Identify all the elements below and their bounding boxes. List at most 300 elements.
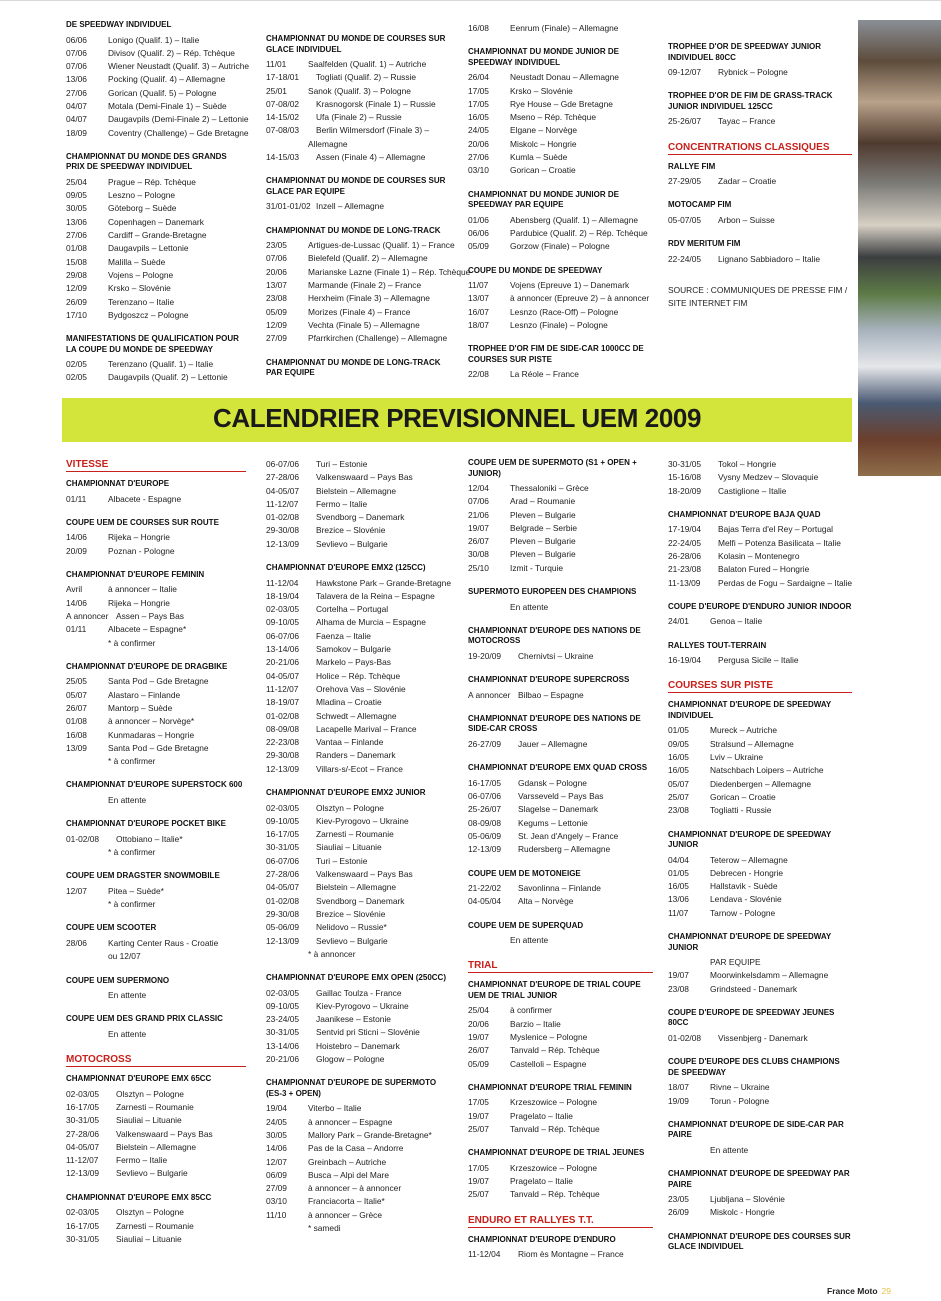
event-location: Pragelato – Italie bbox=[510, 1110, 573, 1121]
event-date: 01/11 bbox=[66, 493, 87, 504]
event-location: Bielstein – Allemagne bbox=[116, 1141, 197, 1152]
event-location: à annoncer – Italie bbox=[108, 584, 177, 595]
event-date: 30-31/05 bbox=[266, 1027, 300, 1038]
calendar-row bbox=[66, 296, 246, 309]
event-date: 25-26/07 bbox=[468, 804, 502, 815]
event-location: * à confirmer bbox=[108, 847, 156, 858]
calendar-row bbox=[266, 85, 454, 98]
calendar-row bbox=[66, 989, 246, 1002]
event-location: Motala (Demi-Finale 1) – Suède bbox=[108, 100, 227, 111]
event-date: 19/07 bbox=[468, 1110, 489, 1121]
event-date: 27/09 bbox=[266, 333, 287, 344]
event-location: Saalfelden (Qualif. 1) – Autriche bbox=[308, 59, 427, 69]
event-date: 17-18/01 bbox=[266, 72, 300, 83]
event-location: En attente bbox=[710, 1144, 749, 1155]
event-location: Santa Pod – Gde Bretagne bbox=[108, 742, 209, 753]
event-location: Alhama de Murcia – Espagne bbox=[316, 617, 426, 628]
event-date: 14-15/02 bbox=[266, 112, 300, 123]
calendar-row bbox=[668, 214, 852, 227]
event-date: 12/09 bbox=[266, 319, 287, 330]
event-date: 06/09 bbox=[266, 1169, 287, 1180]
event-date: 13/09 bbox=[66, 742, 87, 753]
event-date: 26-27/09 bbox=[468, 738, 502, 749]
event-title: COUPE UEM SUPERMONO bbox=[66, 975, 170, 985]
event-location: Villars-s/-Ecot – France bbox=[316, 763, 403, 774]
event-date: 12-13/09 bbox=[266, 538, 300, 549]
event-location: Brezice – Slovénie bbox=[316, 525, 386, 536]
event-date bbox=[66, 989, 108, 1002]
event-date: 03/10 bbox=[266, 1196, 287, 1207]
event-date: 23/08 bbox=[668, 983, 689, 994]
calendar-row bbox=[266, 683, 454, 696]
event-date: 16/05 bbox=[668, 881, 689, 892]
event-location: Grindsteed - Danemark bbox=[710, 983, 798, 994]
calendar-row bbox=[468, 164, 653, 177]
calendar-row bbox=[668, 738, 852, 751]
calendar-row bbox=[266, 630, 454, 643]
calendar-row bbox=[266, 524, 454, 537]
calendar-row bbox=[468, 817, 653, 830]
calendar-row bbox=[668, 956, 852, 969]
event-location: Vysny Medzev – Slovaquie bbox=[718, 472, 819, 483]
event-date: 02-03/05 bbox=[266, 802, 300, 813]
calendar-row bbox=[468, 1175, 653, 1188]
event-date: 12-13/09 bbox=[66, 1168, 100, 1179]
event-location: Krzeszowice – Pologne bbox=[510, 1097, 598, 1108]
section-heading: MOTOCROSS bbox=[66, 1053, 246, 1067]
event-location: Gorican – Croatie bbox=[510, 165, 576, 176]
event-location: Gdansk – Pologne bbox=[518, 777, 587, 788]
calendar-row bbox=[668, 1032, 852, 1045]
calendar-row bbox=[468, 495, 653, 508]
event-location: à annoncer (Epreuve 2) – à annoncer bbox=[510, 293, 650, 304]
calendar-row bbox=[66, 755, 246, 768]
event-location: Miskolc - Hongrie bbox=[710, 1207, 775, 1218]
calendar-row bbox=[468, 601, 653, 614]
calendar-row bbox=[468, 1018, 653, 1031]
calendar-row bbox=[66, 531, 246, 544]
event-title: CHAMPIONNAT D'EUROPE DES COURSES SUR GLACE INDIVIDUEL bbox=[668, 1231, 851, 1252]
event-location: Balaton Fured – Hongrie bbox=[718, 564, 810, 575]
event-date: A annoncer bbox=[66, 610, 109, 621]
event-location: Belgrade – Serbie bbox=[510, 522, 578, 533]
event-location: Pitea – Suède* bbox=[108, 885, 164, 896]
event-date: 09/05 bbox=[668, 738, 689, 749]
event-date: 16-17/05 bbox=[66, 1101, 100, 1112]
event-title: TROPHEE D'OR FIM DE SIDE-CAR 1000CC DE COURSES SUR PISTE bbox=[468, 344, 644, 364]
event-title: CHAMPIONNAT D'EUROPE DE TRIAL COUPE UEM DE TRIAL JUNIOR bbox=[468, 980, 641, 1000]
event-location: Varsseveld – Pays Bas bbox=[518, 791, 604, 802]
event-location: Pas de la Casa – Andorre bbox=[308, 1143, 404, 1154]
event-date: 02/05 bbox=[66, 359, 87, 370]
magazine-name: France Moto bbox=[827, 1286, 878, 1296]
event-date: 29-30/08 bbox=[266, 750, 300, 761]
event-location: Castiglione – Italie bbox=[718, 485, 787, 496]
event-location: En attente bbox=[510, 935, 549, 946]
event-date: 02-03/05 bbox=[66, 1088, 100, 1099]
calendar-row bbox=[668, 791, 852, 804]
event-location: Lendava - Slovénie bbox=[710, 894, 782, 905]
calendar-row bbox=[266, 200, 454, 213]
calendar-row bbox=[66, 73, 246, 86]
event-location: Lonigo (Qualif. 1) – Italie bbox=[108, 34, 200, 45]
event-location: Markelo – Pays-Bas bbox=[316, 657, 391, 668]
event-location: Marianske Lazne (Finale 1) – Rép. Tchèque bbox=[308, 266, 471, 277]
event-title: COUPE D'EUROPE DE SPEEDWAY JEUNES 80CC bbox=[668, 1007, 835, 1028]
event-date: 01-02/08 bbox=[66, 833, 100, 844]
event-location: ou 12/07 bbox=[108, 951, 141, 962]
event-location: Viterbo – Italie bbox=[308, 1103, 362, 1114]
event-location: à annoncer – à annoncer bbox=[308, 1183, 402, 1194]
calendar-row bbox=[266, 1013, 454, 1026]
event-location: Hoistebro – Danemark bbox=[316, 1040, 400, 1051]
event-title: CHAMPIONNAT D'EUROPE EMX2 (125CC) bbox=[266, 563, 426, 573]
event-location: Prague – Rép. Tchèque bbox=[108, 176, 196, 187]
event-location: Copenhagen – Danemark bbox=[108, 216, 204, 227]
event-location: Tokol – Hongrie bbox=[718, 459, 777, 469]
event-location: Zarnesti – Roumanie bbox=[116, 1101, 194, 1112]
calendar-row bbox=[668, 175, 852, 188]
calendar-row bbox=[66, 1233, 246, 1246]
calendar-row bbox=[468, 1096, 653, 1109]
event-location: Valkenswaard – Pays Bas bbox=[116, 1128, 213, 1139]
event-date: 14-15/03 bbox=[266, 152, 300, 163]
event-date: 08-09/08 bbox=[266, 723, 300, 734]
calendar-row bbox=[266, 815, 454, 828]
calendar-row bbox=[266, 895, 454, 908]
event-location: * à confirmer bbox=[108, 756, 156, 767]
event-date: 06-07/06 bbox=[266, 459, 300, 469]
banner-title: CALENDRIER PREVISIONNEL UEM 2009 bbox=[212, 403, 702, 433]
event-date: 27-28/06 bbox=[266, 472, 300, 483]
calendar-row bbox=[66, 846, 246, 859]
event-location: Vechta (Finale 5) – Allemagne bbox=[308, 319, 420, 330]
event-location: Rijeka – Hongrie bbox=[108, 532, 170, 543]
event-location: Lviv – Ukraine bbox=[710, 752, 764, 763]
event-date: 17/05 bbox=[468, 98, 489, 109]
event-location: Torun - Pologne bbox=[710, 1095, 770, 1106]
event-title: MANIFESTATIONS DE QUALIFICATION POUR LA COUPE DU MONDE DE SPEEDWAY bbox=[66, 334, 239, 354]
event-title: CHAMPIONNAT D'EUROPE bbox=[66, 479, 170, 488]
calendar-row bbox=[668, 253, 852, 266]
calendar-row bbox=[266, 239, 454, 252]
calendar-row bbox=[468, 1004, 653, 1017]
calendar-row bbox=[668, 550, 852, 563]
event-title: CHAMPIONNAT DU MONDE DE LONG-TRACK PAR EQUIPE bbox=[266, 357, 441, 378]
event-date: 13/06 bbox=[66, 74, 87, 85]
event-location: Barzio – Italie bbox=[510, 1018, 561, 1029]
event-date: 07-08/02 bbox=[266, 98, 300, 109]
calendar-row bbox=[266, 332, 454, 345]
event-title: CHAMPIONNAT D'EUROPE DE SPEEDWAY PAR PAIRE bbox=[668, 1169, 850, 1189]
calendar-row bbox=[66, 610, 246, 623]
calendar-row bbox=[266, 471, 454, 484]
calendar-row bbox=[66, 715, 246, 728]
event-location: Olsztyn – Pologne bbox=[116, 1088, 184, 1099]
calendar-row bbox=[266, 138, 454, 151]
event-date: 23/08 bbox=[266, 293, 287, 304]
calendar-row bbox=[468, 124, 653, 137]
calendar-row bbox=[468, 803, 653, 816]
event-location: Greinbach – Autriche bbox=[308, 1156, 387, 1167]
event-date: 30/08 bbox=[468, 549, 489, 560]
calendar-row bbox=[468, 240, 653, 253]
event-location: Sevlievo – Bulgarie bbox=[116, 1168, 188, 1179]
event-location: Gorzow (Finale) – Pologne bbox=[510, 241, 610, 252]
event-date: 13/07 bbox=[468, 293, 489, 304]
event-location: Savonlinna – Finlande bbox=[518, 883, 601, 894]
event-title: COUPE UEM DES GRAND PRIX CLASSIC bbox=[66, 1014, 223, 1024]
calendar-row bbox=[668, 854, 852, 867]
event-title: CHAMPIONNAT D'EUROPE D'ENDURO bbox=[468, 1234, 616, 1244]
event-location: En attente bbox=[108, 794, 147, 805]
event-location: Schwedt – Allemagne bbox=[316, 710, 397, 721]
calendar-row bbox=[66, 242, 246, 255]
event-location: à annoncer – Grèce bbox=[308, 1209, 383, 1220]
event-location: Gorican – Croatie bbox=[710, 791, 776, 802]
event-location: Riom ès Montagne – France bbox=[518, 1249, 624, 1260]
bottom-column-1 bbox=[66, 458, 246, 1246]
calendar-row bbox=[66, 885, 246, 898]
calendar-row bbox=[468, 98, 653, 111]
event-title: CHAMPIONNAT D'EUROPE DE TRIAL JEUNES bbox=[468, 1148, 645, 1158]
event-location: Faenza – Italie bbox=[316, 630, 371, 641]
event-location: Svendborg – Danemark bbox=[316, 512, 405, 523]
event-location: Bajas Terra d'el Rey – Portugal bbox=[718, 524, 834, 535]
calendar-row bbox=[66, 1206, 246, 1219]
event-date: 18-19/07 bbox=[266, 697, 300, 708]
event-location: Randers – Danemark bbox=[316, 750, 396, 761]
calendar-row bbox=[668, 983, 852, 996]
event-location: Rudersberg – Allemagne bbox=[518, 844, 611, 855]
calendar-row bbox=[266, 1182, 454, 1195]
event-date: 25/01 bbox=[266, 85, 287, 96]
calendar-row bbox=[66, 493, 246, 506]
event-location: Rye House – Gde Bretagne bbox=[510, 98, 613, 109]
event-location: Daugavpils – Lettonie bbox=[108, 243, 189, 254]
calendar-row bbox=[266, 1209, 454, 1222]
calendar-row bbox=[468, 882, 653, 895]
calendar-row bbox=[668, 778, 852, 791]
event-date: 07-08/03 bbox=[266, 125, 300, 136]
calendar-row bbox=[668, 563, 852, 576]
event-date: 11-12/07 bbox=[66, 1155, 99, 1166]
top-rule bbox=[0, 0, 941, 1]
event-date: 30-31/05 bbox=[66, 1115, 100, 1126]
event-date: 19/07 bbox=[468, 522, 489, 533]
event-location: Orehova Vas – Slovénie bbox=[316, 683, 406, 694]
calendar-row bbox=[468, 151, 653, 164]
calendar-row bbox=[468, 138, 653, 151]
event-location: Pfarrkirchen (Challenge) – Allemagne bbox=[308, 333, 448, 344]
event-location: Turi – Estonie bbox=[316, 855, 368, 866]
event-location: Albacete – Espagne* bbox=[108, 624, 187, 635]
event-date: 09/05 bbox=[66, 190, 87, 201]
calendar-row bbox=[468, 292, 653, 305]
calendar-row bbox=[66, 689, 246, 702]
event-date: 11/07 bbox=[668, 907, 689, 918]
bottom-column-3 bbox=[468, 458, 653, 1262]
event-location: Mureck – Autriche bbox=[710, 725, 778, 736]
event-date: 04-05/07 bbox=[66, 1141, 100, 1152]
event-date: 12-13/09 bbox=[266, 763, 300, 774]
event-date: 27/09 bbox=[266, 1183, 287, 1194]
event-title: CHAMPIONNAT D'EUROPE SUPERCROSS bbox=[468, 675, 630, 685]
calendar-row bbox=[266, 1102, 454, 1115]
event-location: Tayac – France bbox=[718, 116, 776, 127]
event-location: Karting Center Raus - Croatie bbox=[108, 937, 219, 948]
event-date: 27/06 bbox=[66, 230, 87, 241]
event-location: Thessaloniki – Grèce bbox=[510, 483, 589, 493]
event-date: 11-13/09 bbox=[668, 577, 701, 588]
event-location: En attente bbox=[510, 601, 549, 612]
event-date bbox=[668, 956, 710, 969]
top-column-3 bbox=[468, 22, 653, 382]
event-location: * à confirmer bbox=[108, 899, 156, 910]
event-title: COUPE D'EUROPE DES CLUBS CHAMPIONS DE SPEEDWAY bbox=[668, 1057, 840, 1077]
event-date: 30/05 bbox=[266, 1129, 287, 1140]
event-location: Ottobiano – Italie* bbox=[116, 833, 183, 844]
calendar-row bbox=[266, 1222, 454, 1235]
event-date: 18-20/09 bbox=[668, 485, 702, 496]
event-location: Vissenbjerg - Danemark bbox=[718, 1032, 808, 1043]
event-date: 24/01 bbox=[668, 616, 689, 627]
event-date: 20-21/06 bbox=[266, 1054, 300, 1065]
event-title: CHAMPIONNAT D'EUROPE DES NATIONS DE MOTOCROSS bbox=[468, 625, 641, 646]
event-date: 04-05/04 bbox=[468, 896, 502, 907]
calendar-row bbox=[66, 202, 246, 215]
event-location: Izmit - Turquie bbox=[510, 562, 564, 573]
calendar-row bbox=[66, 34, 246, 47]
event-location: Chernivtsi – Ukraine bbox=[518, 650, 594, 661]
event-date bbox=[66, 637, 108, 650]
event-location: Lacapelle Marival – France bbox=[316, 723, 417, 734]
event-location: Leszno – Pologne bbox=[108, 190, 176, 201]
calendar-row bbox=[468, 214, 653, 227]
event-date: 04/07 bbox=[66, 114, 87, 125]
calendar-row bbox=[668, 1144, 852, 1157]
event-date: 31/01-01/02 bbox=[266, 201, 311, 212]
event-location: Teterow – Allemagne bbox=[710, 854, 788, 865]
section-heading: COURSES SUR PISTE bbox=[668, 679, 852, 693]
calendar-row bbox=[468, 227, 653, 240]
calendar-row bbox=[266, 1169, 454, 1182]
event-location: à confirmer bbox=[510, 1005, 552, 1016]
event-location: Kunmadaras – Hongrie bbox=[108, 729, 195, 740]
section-heading: ENDURO ET RALLYES T.T. bbox=[468, 1214, 653, 1228]
event-date: 20/06 bbox=[266, 266, 287, 277]
calendar-row bbox=[668, 523, 852, 536]
calendar-row bbox=[266, 616, 454, 629]
event-location: Bielefeld (Qualif. 2) – Allemagne bbox=[308, 253, 428, 264]
event-date: 11/07 bbox=[468, 280, 489, 291]
event-date: 09-12/07 bbox=[668, 67, 702, 77]
event-location: PAR EQUIPE bbox=[710, 957, 761, 968]
event-date bbox=[266, 948, 308, 961]
event-location: Sanok (Qualif. 3) – Pologne bbox=[308, 85, 411, 96]
event-location: Alta – Norvège bbox=[518, 896, 574, 907]
event-location: Wiener Neustadt (Qualif. 3) – Autriche bbox=[108, 61, 250, 72]
event-date: 19/07 bbox=[668, 970, 689, 981]
event-location: Rybnick – Pologne bbox=[718, 67, 788, 77]
calendar-row bbox=[266, 458, 454, 471]
event-date: 05/07 bbox=[66, 689, 87, 700]
event-date: 03/10 bbox=[468, 165, 489, 176]
event-date: 19-20/09 bbox=[468, 650, 502, 661]
event-title: CHAMPIONNAT DU MONDE DE COURSES SUR GLACE PAR EQUIPE bbox=[266, 176, 446, 196]
calendar-row bbox=[266, 1195, 454, 1208]
event-date: 02-03/05 bbox=[66, 1207, 100, 1218]
calendar-row bbox=[66, 898, 246, 911]
event-date: 16/07 bbox=[468, 306, 489, 317]
calendar-row bbox=[468, 1248, 653, 1261]
event-location: Tanvald – Rép. Tchèque bbox=[510, 1189, 600, 1200]
event-location: Valkenswaard – Pays Bas bbox=[316, 869, 413, 880]
calendar-row bbox=[266, 1026, 454, 1039]
event-title: TROPHEE D'OR DE FIM DE GRASS-TRACK JUNIOR INDIVIDUEL 125CC bbox=[668, 91, 833, 111]
event-date: 18-19/04 bbox=[266, 590, 300, 601]
calendar-row bbox=[266, 921, 454, 934]
event-title: CHAMPIONNAT DU MONDE DE LONG-TRACK bbox=[266, 225, 441, 235]
calendar-row bbox=[468, 1188, 653, 1201]
event-date: 20-21/06 bbox=[266, 657, 300, 668]
event-date: 12/04 bbox=[468, 483, 489, 493]
event-location: Genoa – Italie bbox=[710, 616, 763, 627]
event-location: Kiev-Pyrogovo – Ukraine bbox=[316, 1000, 409, 1011]
calendar-row bbox=[668, 115, 852, 128]
calendar-row bbox=[468, 482, 653, 495]
calendar-row bbox=[266, 749, 454, 762]
event-location: Ljubljana – Slovénie bbox=[710, 1194, 785, 1205]
calendar-row bbox=[66, 637, 246, 650]
event-location: Allemagne bbox=[308, 138, 348, 149]
event-location: Neustadt Donau – Allemagne bbox=[510, 72, 619, 83]
event-date: 22-23/08 bbox=[266, 737, 300, 748]
event-location: Abensberg (Qualif. 1) – Allemagne bbox=[510, 214, 639, 225]
event-location: Slagelse – Danemark bbox=[518, 804, 599, 815]
event-date: 25/04 bbox=[468, 1005, 489, 1016]
page-number: 29 bbox=[881, 1286, 891, 1296]
event-location: Pleven – Bulgarie bbox=[510, 549, 576, 560]
calendar-row bbox=[668, 907, 852, 920]
calendar-row bbox=[66, 1088, 246, 1101]
calendar-row bbox=[468, 22, 653, 35]
event-location: Bielstein – Allemagne bbox=[316, 485, 397, 496]
calendar-row bbox=[468, 1058, 653, 1071]
event-date: 04/04 bbox=[668, 854, 689, 865]
event-location: Siauliai – Lituanie bbox=[116, 1115, 182, 1126]
event-date: 26/07 bbox=[468, 1045, 489, 1056]
event-location: Herxheim (Finale 3) – Allemagne bbox=[308, 293, 430, 304]
event-date bbox=[266, 138, 308, 151]
event-date: 19/07 bbox=[468, 1176, 489, 1187]
calendar-row bbox=[266, 696, 454, 709]
calendar-row bbox=[266, 656, 454, 669]
event-location: à annoncer – Norvège* bbox=[108, 716, 195, 727]
event-location: Talavera de la Reina – Espagne bbox=[316, 590, 435, 601]
event-title: CHAMPIONNAT D'EUROPE DE SPEEDWAY JUNIOR bbox=[668, 932, 832, 952]
event-title: CHAMPIONNAT D'EUROPE EMX 65CC bbox=[66, 1074, 212, 1084]
event-date: 06-07/06 bbox=[266, 630, 300, 641]
event-location: Malilla – Suède bbox=[108, 256, 166, 267]
event-date: 18/09 bbox=[66, 127, 87, 138]
banner bbox=[62, 398, 852, 442]
calendar-row bbox=[468, 522, 653, 535]
section-heading: TRIAL bbox=[468, 959, 653, 973]
event-date: 26/07 bbox=[66, 702, 87, 713]
event-location: Siauliai – Lituanie bbox=[316, 842, 382, 853]
calendar-row bbox=[468, 1162, 653, 1175]
